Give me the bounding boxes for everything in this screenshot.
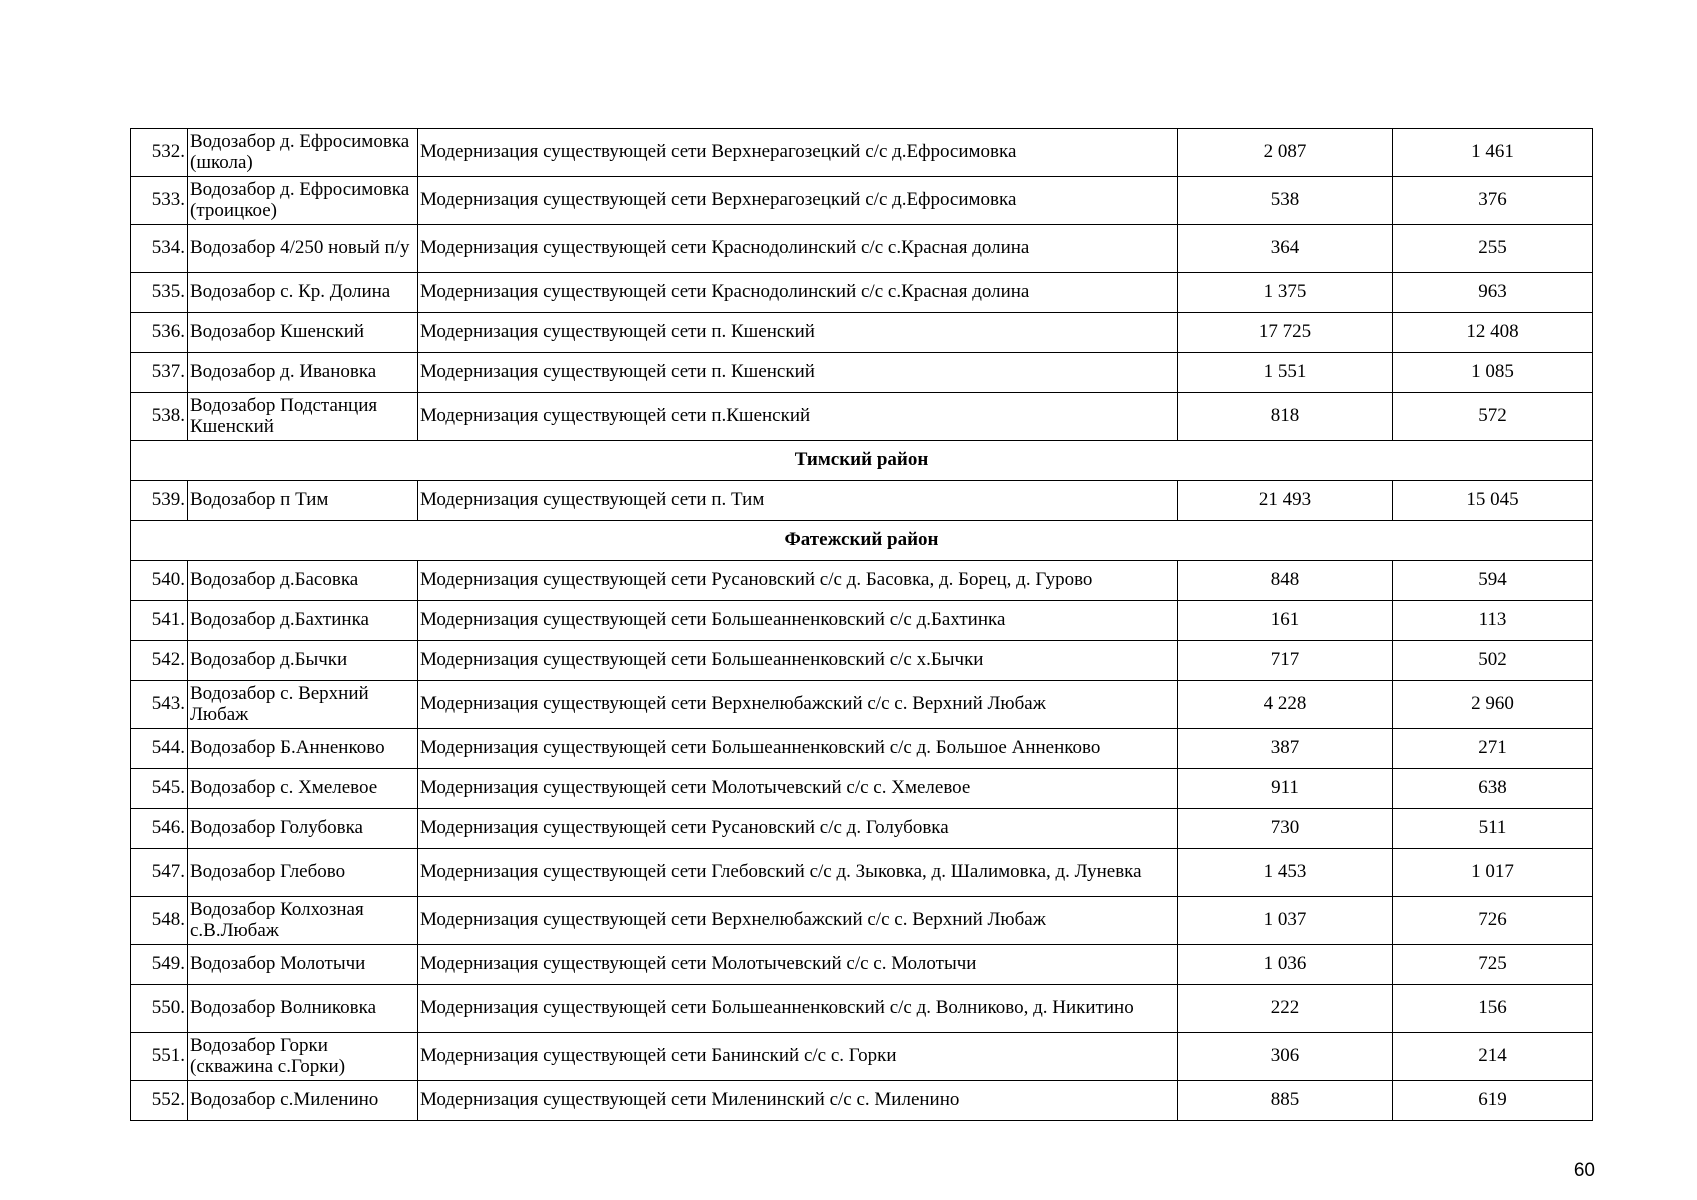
- value-1: 885: [1178, 1081, 1393, 1121]
- value-1: 387: [1178, 729, 1393, 769]
- table-row: [131, 353, 1593, 393]
- work-description: Модернизация существующей сети п.Кшенский: [418, 393, 1178, 441]
- page-number: 60: [1573, 1160, 1595, 1181]
- value-1: 1 375: [1178, 273, 1393, 313]
- row-number: 545.: [131, 769, 188, 809]
- table-row: [131, 1033, 1593, 1081]
- value-1: 730: [1178, 809, 1393, 849]
- value-2: 255: [1393, 225, 1593, 273]
- value-2: 113: [1393, 601, 1593, 641]
- work-description: Модернизация существующей сети п. Кшенский: [418, 313, 1178, 353]
- water-intake-name: Водозабор д. Ефросимовка (школа): [188, 129, 418, 177]
- work-description: Модернизация существующей сети Верхнелюбажский с/с с. Верхний Любаж: [418, 897, 1178, 945]
- value-1: 306: [1178, 1033, 1393, 1081]
- row-number: 543.: [131, 681, 188, 729]
- section-row: [131, 521, 1593, 561]
- row-number: 552.: [131, 1081, 188, 1121]
- row-number: 534.: [131, 225, 188, 273]
- table-body: [131, 129, 1593, 1121]
- work-description: Модернизация существующей сети Миленинский с/с с. Миленино: [418, 1081, 1178, 1121]
- work-description: Модернизация существующей сети Краснодолинский с/с с.Красная долина: [418, 225, 1178, 273]
- table-row: [131, 897, 1593, 945]
- table-row: [131, 849, 1593, 897]
- data-table: [130, 128, 1593, 1121]
- value-2: 271: [1393, 729, 1593, 769]
- work-description: Модернизация существующей сети Верхнерагозецкий с/с д.Ефросимовка: [418, 129, 1178, 177]
- water-intake-name: Водозабор д. Ефросимовка (троицкое): [188, 177, 418, 225]
- work-description: Модернизация существующей сети Верхнелюбажский с/с с. Верхний Любаж: [418, 681, 1178, 729]
- value-2: 376: [1393, 177, 1593, 225]
- table-row: [131, 273, 1593, 313]
- table-row: [131, 481, 1593, 521]
- value-2: 572: [1393, 393, 1593, 441]
- row-number: 538.: [131, 393, 188, 441]
- work-description: Модернизация существующей сети Большеанненковский с/с д.Бахтинка: [418, 601, 1178, 641]
- work-description: Модернизация существующей сети Русановский с/с д. Голубовка: [418, 809, 1178, 849]
- value-1: 1 037: [1178, 897, 1393, 945]
- work-description: Модернизация существующей сети Молотычевский с/с с. Молотычи: [418, 945, 1178, 985]
- work-description: Модернизация существующей сети Большеанненковский с/с д. Волниково, д. Никитино: [418, 985, 1178, 1033]
- value-1: 1 036: [1178, 945, 1393, 985]
- value-2: 726: [1393, 897, 1593, 945]
- value-2: 156: [1393, 985, 1593, 1033]
- table-row: [131, 809, 1593, 849]
- value-2: 15 045: [1393, 481, 1593, 521]
- value-2: 725: [1393, 945, 1593, 985]
- work-description: Модернизация существующей сети Краснодолинский с/с с.Красная долина: [418, 273, 1178, 313]
- table-row: [131, 641, 1593, 681]
- table-row: [131, 985, 1593, 1033]
- row-number: 535.: [131, 273, 188, 313]
- row-number: 547.: [131, 849, 188, 897]
- value-2: 1 017: [1393, 849, 1593, 897]
- water-intake-name: Водозабор п Тим: [188, 481, 418, 521]
- table-row: [131, 681, 1593, 729]
- table-row: [131, 177, 1593, 225]
- value-2: 594: [1393, 561, 1593, 601]
- water-intake-name: Водозабор Волниковка: [188, 985, 418, 1033]
- value-1: 21 493: [1178, 481, 1393, 521]
- row-number: 550.: [131, 985, 188, 1033]
- work-description: Модернизация существующей сети Молотычевский с/с с. Хмелевое: [418, 769, 1178, 809]
- table-row: [131, 561, 1593, 601]
- table-row: [131, 129, 1593, 177]
- row-number: 546.: [131, 809, 188, 849]
- water-intake-name: Водозабор с. Верхний Любаж: [188, 681, 418, 729]
- table-row: [131, 945, 1593, 985]
- value-2: 619: [1393, 1081, 1593, 1121]
- water-intake-name: Водозабор с. Хмелевое: [188, 769, 418, 809]
- water-intake-name: Водозабор Б.Анненково: [188, 729, 418, 769]
- value-1: 222: [1178, 985, 1393, 1033]
- value-1: 1 453: [1178, 849, 1393, 897]
- water-intake-name: Водозабор Кшенский: [188, 313, 418, 353]
- row-number: 539.: [131, 481, 188, 521]
- row-number: 544.: [131, 729, 188, 769]
- water-intake-name: Водозабор Молотычи: [188, 945, 418, 985]
- value-1: 161: [1178, 601, 1393, 641]
- work-description: Модернизация существующей сети Большеанненковский с/с д. Большое Анненково: [418, 729, 1178, 769]
- water-intake-name: Водозабор Глебово: [188, 849, 418, 897]
- value-1: 848: [1178, 561, 1393, 601]
- work-description: Модернизация существующей сети Русановский с/с д. Басовка, д. Борец, д. Гурово: [418, 561, 1178, 601]
- water-intake-name: Водозабор Горки (скважина с.Горки): [188, 1033, 418, 1081]
- value-1: 911: [1178, 769, 1393, 809]
- water-intake-name: Водозабор д. Ивановка: [188, 353, 418, 393]
- row-number: 540.: [131, 561, 188, 601]
- value-1: 17 725: [1178, 313, 1393, 353]
- value-1: 1 551: [1178, 353, 1393, 393]
- value-2: 638: [1393, 769, 1593, 809]
- work-description: Модернизация существующей сети Верхнерагозецкий с/с д.Ефросимовка: [418, 177, 1178, 225]
- row-number: 541.: [131, 601, 188, 641]
- water-intake-name: Водозабор 4/250 новый п/у: [188, 225, 418, 273]
- table-row: [131, 1081, 1593, 1121]
- table-row: [131, 729, 1593, 769]
- water-intake-name: Водозабор Голубовка: [188, 809, 418, 849]
- value-1: 4 228: [1178, 681, 1393, 729]
- water-intake-name: Водозабор д.Бахтинка: [188, 601, 418, 641]
- value-1: 818: [1178, 393, 1393, 441]
- section-row: [131, 441, 1593, 481]
- water-intake-name: Водозабор с.Миленино: [188, 1081, 418, 1121]
- value-2: 12 408: [1393, 313, 1593, 353]
- water-intake-name: Водозабор Подстанция Кшенский: [188, 393, 418, 441]
- work-description: Модернизация существующей сети Большеанненковский с/с х.Бычки: [418, 641, 1178, 681]
- water-intake-name: Водозабор д.Басовка: [188, 561, 418, 601]
- row-number: 533.: [131, 177, 188, 225]
- section-title: Тимский район: [131, 441, 1593, 481]
- section-title: Фатежский район: [131, 521, 1593, 561]
- water-intake-name: Водозабор с. Кр. Долина: [188, 273, 418, 313]
- water-intake-name: Водозабор Колхозная с.В.Любаж: [188, 897, 418, 945]
- value-2: 502: [1393, 641, 1593, 681]
- value-2: 2 960: [1393, 681, 1593, 729]
- work-description: Модернизация существующей сети Глебовский с/с д. Зыковка, д. Шалимовка, д. Луневка: [418, 849, 1178, 897]
- row-number: 551.: [131, 1033, 188, 1081]
- work-description: Модернизация существующей сети Банинский с/с с. Горки: [418, 1033, 1178, 1081]
- water-intake-name: Водозабор д.Бычки: [188, 641, 418, 681]
- table-row: [131, 601, 1593, 641]
- row-number: 536.: [131, 313, 188, 353]
- table-row: [131, 313, 1593, 353]
- value-2: 1 085: [1393, 353, 1593, 393]
- row-number: 532.: [131, 129, 188, 177]
- work-description: Модернизация существующей сети п. Кшенский: [418, 353, 1178, 393]
- table-row: [131, 769, 1593, 809]
- value-2: 511: [1393, 809, 1593, 849]
- row-number: 542.: [131, 641, 188, 681]
- table-row: [131, 225, 1593, 273]
- value-2: 963: [1393, 273, 1593, 313]
- row-number: 549.: [131, 945, 188, 985]
- value-2: 1 461: [1393, 129, 1593, 177]
- value-1: 538: [1178, 177, 1393, 225]
- value-1: 2 087: [1178, 129, 1393, 177]
- value-1: 364: [1178, 225, 1393, 273]
- value-1: 717: [1178, 641, 1393, 681]
- work-description: Модернизация существующей сети п. Тим: [418, 481, 1178, 521]
- value-2: 214: [1393, 1033, 1593, 1081]
- row-number: 548.: [131, 897, 188, 945]
- table-row: [131, 393, 1593, 441]
- row-number: 537.: [131, 353, 188, 393]
